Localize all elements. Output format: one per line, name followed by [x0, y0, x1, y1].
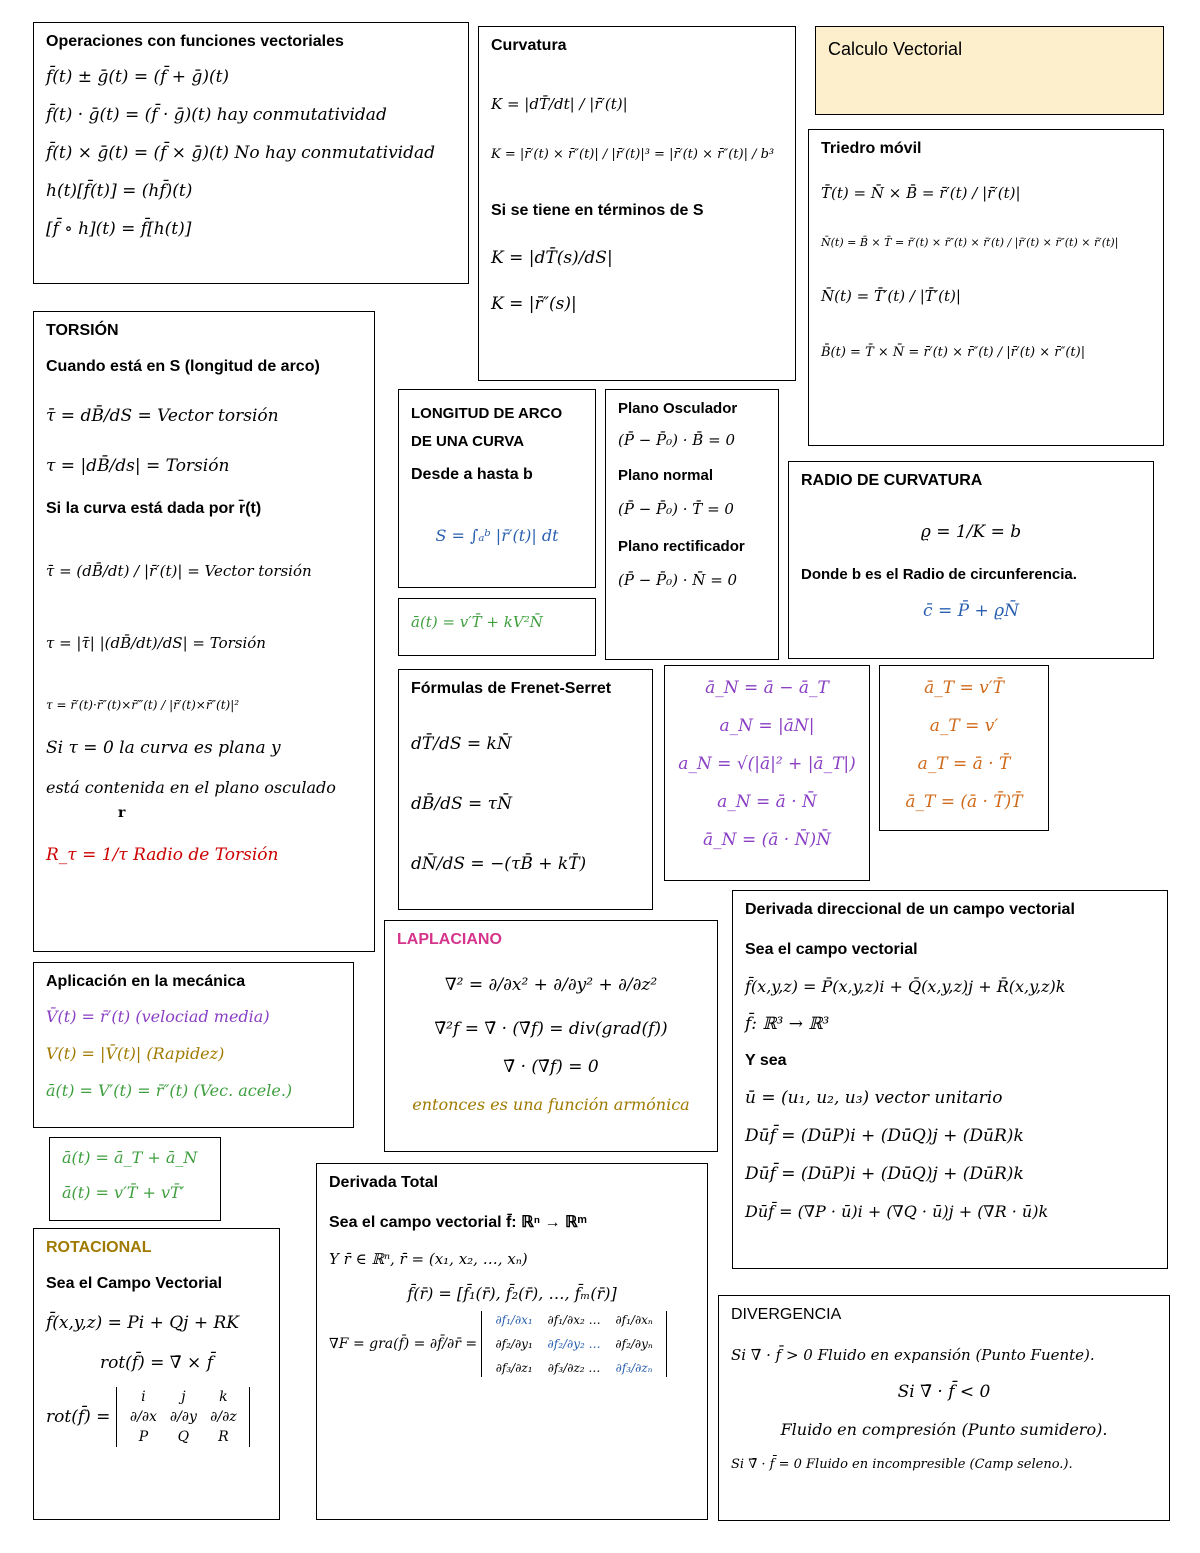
- formula-line: V̄(t) = r̄′(t) (velociad media): [46, 1007, 270, 1026]
- torsion-sub2: Si la curva está dada por r̄(t): [46, 500, 262, 517]
- formula-line: Si ∇̄ · f̄ > 0 Fluido en expansión (Punto Fuente).: [731, 1346, 1095, 1364]
- determinant-cell: Q: [177, 1429, 190, 1445]
- formula-line: Sea el campo vectorial f̄: ℝⁿ → ℝᵐ: [329, 1214, 587, 1231]
- formula-line: T̄(t) = N̄ × B̄ = r̄′(t) / |r̄′(t)|: [821, 184, 1021, 202]
- formula-line: N̄(t) = T̄′(t) / |T̄′(t)|: [821, 287, 961, 305]
- frenet-title: Fórmulas de Frenet-Serret: [411, 680, 612, 697]
- accel-small-box: [398, 598, 596, 656]
- operaciones-box: [33, 22, 469, 284]
- curvatura-box: [478, 26, 796, 381]
- formula-line: τ = |dB̄/ds| = Torsión: [46, 456, 230, 476]
- mecanica-box: [33, 962, 354, 1128]
- triedro-box: [808, 129, 1164, 446]
- determinant-label: rot(f̄) =: [46, 1407, 111, 1427]
- formula-line: ā_N = (ā · N̄)N̄: [703, 830, 831, 850]
- radio-curvatura-box: [788, 461, 1154, 659]
- formula-line: Si τ = 0 la curva es plana y: [46, 738, 281, 758]
- formula-line: S = ∫ₐᵇ |r̄′(t)| dt: [435, 526, 559, 545]
- formula-line: a_T = v′: [929, 716, 999, 736]
- jacobian-cell: ∂f₃/∂z₂ …: [547, 1361, 601, 1375]
- longitud-title: LONGITUD DE ARCO DE UNA CURVA: [411, 405, 563, 450]
- formula-line: ∇² = ∂/∂x² + ∂/∂y² + ∂/∂z²: [444, 975, 658, 995]
- jacobian-matrix: [481, 1311, 667, 1377]
- determinant-cell: ∂/∂y: [169, 1409, 197, 1425]
- tangent-components-box: [879, 665, 1049, 831]
- formula-line: f̄(r̄) = [f̄₁(r̄), f̄₂(r̄), …, f̄ₘ(r̄)]: [407, 1284, 617, 1303]
- formula-line: ā(t) = v′T̄ + kV²N̄: [411, 613, 543, 631]
- laplaciano-title: LAPLACIANO: [397, 931, 502, 948]
- formula-line: Si ∇̄ · f̄ = 0 Fluido en incompresible (Camp seleno.).: [731, 1457, 1073, 1472]
- formula-line: V(t) = |V̄(t)| (Rapidez): [46, 1044, 225, 1063]
- determinant-row: [46, 1387, 267, 1447]
- formula-line: B̄(t) = T̄ × N̄ = r̄′(t) × r̄″(t) / |r̄′(t) × r̄″(t)|: [821, 345, 1086, 360]
- planos-box: [605, 389, 779, 660]
- formula-line: [f̄ ∘ h](t) = f̄[h(t)]: [46, 219, 192, 239]
- determinant-cell: R: [218, 1429, 229, 1445]
- formula-line: dB̄/dS = τN̄: [411, 794, 512, 814]
- longitud-box: [398, 389, 596, 588]
- operaciones-title: Operaciones con funciones vectoriales: [46, 33, 344, 50]
- formula-line: K = |r̄′(t) × r̄″(t)| / |r̄′(t)|³ = |r̄′(t) × r̄″(t)| / b³: [491, 147, 775, 162]
- formula-line: f̄(t) ± ḡ(t) = (f̄ + ḡ)(t): [46, 67, 230, 87]
- formula-line: dT̄/dS = kN̄: [411, 734, 512, 754]
- determinant-cell: ∂/∂z: [210, 1409, 237, 1425]
- formula-line: ā(t) = ā_T + ā_N: [62, 1148, 198, 1167]
- determinant-cell: i: [141, 1389, 146, 1405]
- formula-line: (P̄ − P̄₀) · N̄ = 0: [618, 571, 738, 589]
- formula-line: f̄(x,y,z) = Pi + Qj + RK: [46, 1313, 239, 1333]
- determinant-cell: P: [138, 1429, 149, 1445]
- normal-components-box: [664, 665, 870, 881]
- formula-line: Dūf̄ = (DūP)i + (DūQ)j + (DūR)k: [745, 1164, 1024, 1184]
- curvatura-subtitle: Si se tiene en términos de S: [491, 202, 704, 219]
- jacobian-cell: ∂f₂/∂y₁: [495, 1337, 533, 1351]
- formula-line: a_N = √(|ā|² + |ā_T|): [678, 754, 856, 774]
- torsion-title: TORSIÓN: [46, 322, 119, 339]
- formula-line: Dūf̄ = (∇̄P · ū)i + (∇̄Q · ū)j + (∇̄R · ū)k: [745, 1202, 1049, 1221]
- jacobian-cell: ∂f₃/∂zₙ: [615, 1361, 653, 1375]
- page-title: Calculo Vectorial: [828, 39, 963, 59]
- laplaciano-box: [384, 920, 718, 1152]
- direccional-sub2: Y sea: [745, 1052, 787, 1069]
- formula-line: τ̄ = (dB̄/dt) / |r̄′(t)| = Vector torsión: [46, 562, 312, 580]
- formula-line: f̄(t) · ḡ(t) = (f̄ · ḡ)(t) hay conmutatividad: [46, 105, 387, 125]
- formula-line: K = |dT̄/dt| / |r̄′(t)|: [491, 95, 628, 113]
- formula-line: (P̄ − P̄₀) · B̄ = 0: [618, 431, 735, 449]
- rotacional-box: [33, 1228, 280, 1520]
- triedro-title: Triedro móvil: [821, 140, 922, 157]
- accel-sum-box: [49, 1137, 221, 1221]
- torsion-box: [33, 311, 375, 952]
- formula-line: ā_T = (ā · T̄)T̄: [905, 792, 1023, 812]
- formula-line: ā_T = v′T̄: [924, 678, 1004, 698]
- jacobian-cell: ∂f₂/∂yₙ: [615, 1337, 653, 1351]
- formula-line: Fluido en compresión (Punto sumidero).: [780, 1420, 1108, 1439]
- formula-line: dN̄/dS = −(τB̄ + kT̄): [411, 854, 587, 874]
- formula-line: c̄ = P̄ + ϱN̄: [923, 601, 1019, 621]
- direccional-sub: Sea el campo vectorial: [745, 941, 918, 958]
- formula-line: K = |dT̄(s)/dS|: [491, 248, 613, 268]
- formula-line: (P̄ − P̄₀) · T̄ = 0: [618, 500, 734, 518]
- page-title-box: [815, 26, 1164, 115]
- formula-line: a_T = ā · T̄: [917, 754, 1011, 774]
- plano-osculador-title: Plano Osculador: [618, 400, 738, 417]
- curvatura-title: Curvatura: [491, 37, 567, 54]
- formula-line: K = |r̄″(s)|: [491, 294, 577, 314]
- laplaciano-note: entonces es una función armónica: [412, 1095, 690, 1114]
- determinant-cell: k: [219, 1389, 228, 1405]
- formula-line: ū = (u₁, u₂, u₃) vector unitario: [745, 1088, 1003, 1108]
- determinant-cell: ∂/∂x: [129, 1409, 157, 1425]
- jacobian-row: [329, 1311, 695, 1377]
- formula-line: h(t)[f̄(t)] = (hf̄)(t): [46, 181, 193, 201]
- plano-normal-title: Plano normal: [618, 467, 714, 484]
- formula-line: τ = r̄′(t)·r̄″(t)×r̄‴(t) / |r̄′(t)×r̄″(t)|²: [46, 698, 240, 712]
- formula-line: ∇̄²f = ∇̄ · (∇̄f) = div(grad(f)): [434, 1019, 668, 1039]
- formula-line: Y r̄ ∈ ℝⁿ, r̄ = (x₁, x₂, …, xₙ): [329, 1250, 528, 1268]
- formula-line: Si ∇̄ · f̄ < 0: [897, 1382, 991, 1402]
- torsion-sub1: Cuando está en S (longitud de arco): [46, 358, 320, 375]
- torsion-radius: R_τ = 1/τ Radio de Torsión: [46, 845, 279, 865]
- formula-line: ∇̄ · (∇̄f) = 0: [503, 1057, 599, 1077]
- formula-line: Dūf̄ = (DūP)i + (DūQ)j + (DūR)k: [745, 1126, 1024, 1146]
- formula-line: f̄: ℝ³ → ℝ³: [745, 1014, 830, 1034]
- formula-line: f̄(t) × ḡ(t) = (f̄ × ḡ)(t) No hay conmutatividad: [46, 143, 436, 163]
- direccional-box: [732, 890, 1168, 1269]
- formula-line: r: [118, 805, 126, 821]
- total-box: [316, 1163, 708, 1520]
- formula-line: τ = |τ̄| |(dB̄/dt)/dS| = Torsión: [46, 634, 266, 652]
- frenet-box: [398, 669, 653, 910]
- mecanica-title: Aplicación en la mecánica: [46, 973, 246, 990]
- formula-line: a_N = |āN|: [719, 716, 815, 736]
- jacobian-cell: ∂f₁/∂xₙ: [615, 1313, 653, 1327]
- formula-line: a_N = ā · N̄: [717, 792, 817, 812]
- formula-line: ϱ = 1/K = b: [920, 522, 1022, 542]
- rotacional-title: ROTACIONAL: [46, 1239, 152, 1256]
- total-title: Derivada Total: [329, 1174, 439, 1191]
- jacobian-cell: ∂f₁/∂x₁: [495, 1313, 533, 1327]
- direccional-title: Derivada direccional de un campo vectorial: [745, 901, 1075, 918]
- formula-line: N̄(t) = B̄ × T̄ = r̄′(t) × r̄″(t) × r̄′(t) / |r̄′(t) × r̄″(t) × r̄′(t)|: [821, 236, 1119, 249]
- divergencia-box: [718, 1295, 1170, 1521]
- divergencia-title: DIVERGENCIA: [731, 1306, 842, 1323]
- radio-curvatura-text: Donde b es el Radio de circunferencia.: [801, 566, 1077, 583]
- plano-rectificador-title: Plano rectificador: [618, 538, 745, 555]
- jacobian-cell: ∂f₃/∂z₁: [495, 1361, 533, 1375]
- formula-line: ā_N = ā − ā_T: [705, 678, 829, 698]
- formula-line: está contenida en el plano osculado: [46, 778, 336, 797]
- determinant: [116, 1387, 250, 1447]
- jacobian-label: ∇F = gra(f̄) = ∂f̄/∂r̄ =: [329, 1336, 478, 1352]
- formula-line: τ̄ = dB̄/dS = Vector torsión: [46, 406, 279, 426]
- formula-line: rot(f̄) = ∇̄ × f̄: [99, 1353, 213, 1373]
- formula-line: f̄(x,y,z) = P̄(x,y,z)i + Q̄(x,y,z)j + R̄(x,y,z)k: [745, 977, 1066, 996]
- formula-line: ā(t) = v′T̄ + vT̄′: [62, 1183, 185, 1202]
- radio-curvatura-title: RADIO DE CURVATURA: [801, 472, 983, 489]
- jacobian-cell: ∂f₁/∂x₂ …: [547, 1313, 601, 1327]
- longitud-sub: Desde a hasta b: [411, 466, 533, 483]
- rotacional-sub: Sea el Campo Vectorial: [46, 1275, 223, 1292]
- jacobian-cell: ∂f₂/∂y₂ …: [547, 1337, 601, 1351]
- formula-line: ā(t) = V′(t) = r̄″(t) (Vec. acele.): [46, 1081, 293, 1100]
- determinant-cell: j: [181, 1389, 186, 1405]
